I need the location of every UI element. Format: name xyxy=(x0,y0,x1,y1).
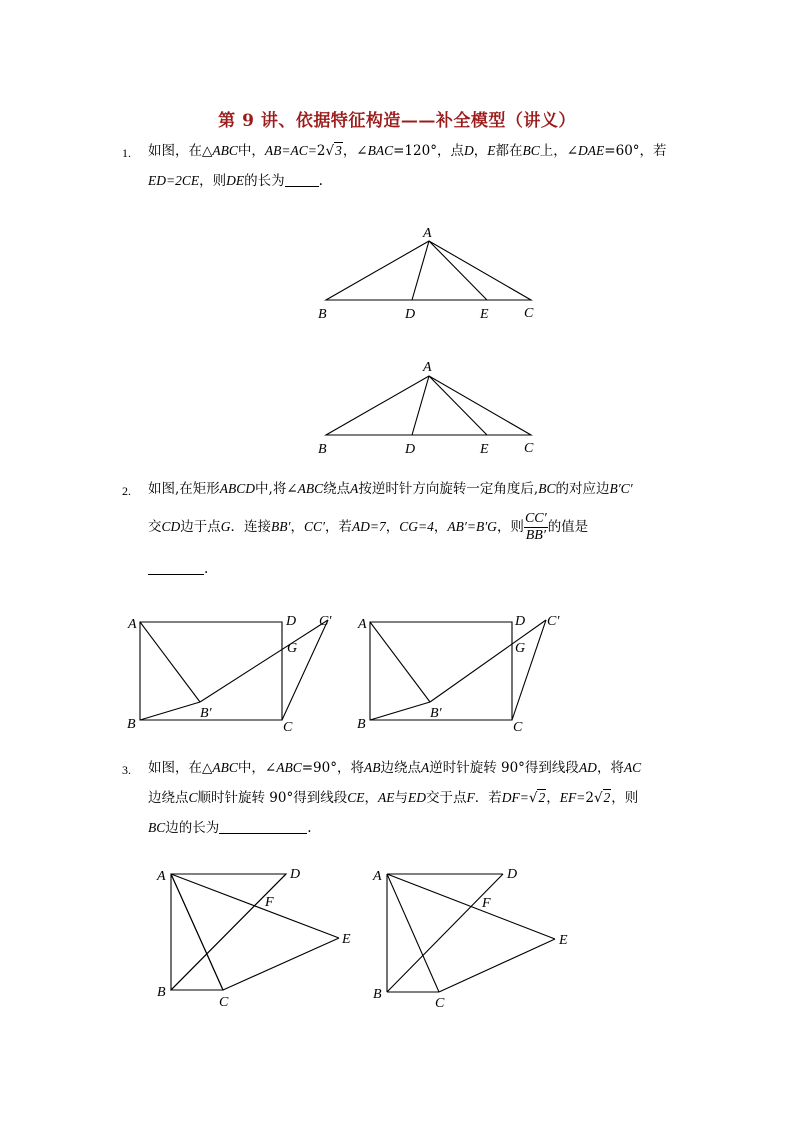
q2-line-3: . xyxy=(148,559,208,579)
segment-ce-2 xyxy=(439,939,555,992)
segment-ae-2 xyxy=(429,376,487,435)
segment-bd xyxy=(171,874,286,990)
label-c: C xyxy=(524,306,534,321)
label-b: B xyxy=(318,307,327,322)
segment-ae-2 xyxy=(387,874,555,939)
answer-blank xyxy=(219,819,307,834)
segment-ae xyxy=(429,241,487,300)
q1-line-2: ED=2CE，则DE的长为 . xyxy=(148,173,323,189)
label-a: A xyxy=(128,617,137,632)
label-b: B xyxy=(157,985,166,1000)
label-a-2: A xyxy=(358,617,367,632)
label-e: E xyxy=(480,307,489,322)
label-e-2: E xyxy=(559,933,568,948)
label-d: D xyxy=(290,867,301,882)
q3-line-1: 如图，在△ABC中，∠ABC=90°，将AB边绕点A逆时针旋转 90°得到线段AD，将AC xyxy=(148,760,642,776)
label-c-2: C xyxy=(435,996,445,1011)
label-b-2: B xyxy=(357,717,366,732)
segment-bb-prime-2 xyxy=(370,702,430,720)
segment-bd-2 xyxy=(387,874,503,992)
segment-ac-2 xyxy=(387,874,439,992)
page-title: 第 9 讲、依据特征构造——补全模型（讲义） xyxy=(218,111,576,131)
label-c-prime-2: C′ xyxy=(547,614,560,629)
label-e-2: E xyxy=(480,442,489,457)
triangle-abc-2 xyxy=(326,376,531,435)
label-c: C xyxy=(219,995,229,1010)
label-d: D xyxy=(405,307,416,322)
label-b-2: B xyxy=(318,442,327,457)
label-d-2: D xyxy=(515,614,526,629)
label-d-2: D xyxy=(405,442,416,457)
segment-cc-prime-2 xyxy=(512,620,546,720)
segment-ce xyxy=(223,938,339,990)
label-b-prime-2: B′ xyxy=(430,706,442,721)
label-a-2: A xyxy=(423,360,432,375)
label-b: B xyxy=(127,717,136,732)
answer-blank xyxy=(148,560,204,575)
label-d-2: D xyxy=(507,867,518,882)
triangle-abc xyxy=(326,241,531,300)
label-g: G xyxy=(287,641,298,656)
label-a: A xyxy=(157,869,166,884)
segment-bb-prime xyxy=(140,702,200,720)
segment-ae xyxy=(171,874,339,938)
q2-number: 2. xyxy=(122,484,131,498)
label-b-2: B xyxy=(373,987,382,1002)
label-e: E xyxy=(342,932,351,947)
label-c-2: C xyxy=(513,720,523,735)
label-g-2: G xyxy=(515,641,526,656)
label-f-2: F xyxy=(482,896,491,911)
label-f: F xyxy=(265,895,274,910)
q3-line-2: 边绕点C顺时针旋转 90°得到线段CE，AE与ED交于点F．若DF=√2，EF=2√2，则 xyxy=(148,790,639,806)
q3-number: 3. xyxy=(122,763,131,777)
label-c: C xyxy=(283,720,293,735)
label-a-2: A xyxy=(373,869,382,884)
label-c-prime: C′ xyxy=(319,614,332,629)
q2-line-1: 如图,在矩形ABCD中,将∠ABC绕点A按逆时针方向旋转一定角度后,BC的对应边B′C′ xyxy=(148,481,633,497)
label-b-prime: B′ xyxy=(200,706,212,721)
segment-b-prime-c-prime-2 xyxy=(430,620,546,702)
q1-number: 1. xyxy=(122,146,131,160)
fraction-cc-bb: $\frac{CC'}{BB'}$ xyxy=(524,511,547,543)
q1-line-1: 如图，在△ABC中，AB=AC=2√3，∠BAC=120°，点D，E都在BC上，∠DAE=60°，若 xyxy=(148,143,667,159)
q2-line-2: 交CD边于点G．连接BB′，CC′，若AD=7，CG=4，AB′=B′G，则 $\frac{CC'}{BB'}$ 的值是 xyxy=(148,511,589,543)
segment-ab-prime-2 xyxy=(370,622,430,702)
label-a: A xyxy=(423,226,432,241)
label-d: D xyxy=(286,614,297,629)
segment-ab-prime xyxy=(140,622,200,702)
label-c-2: C xyxy=(524,441,534,456)
q3-line-3: BC边的长为 . xyxy=(148,820,312,836)
